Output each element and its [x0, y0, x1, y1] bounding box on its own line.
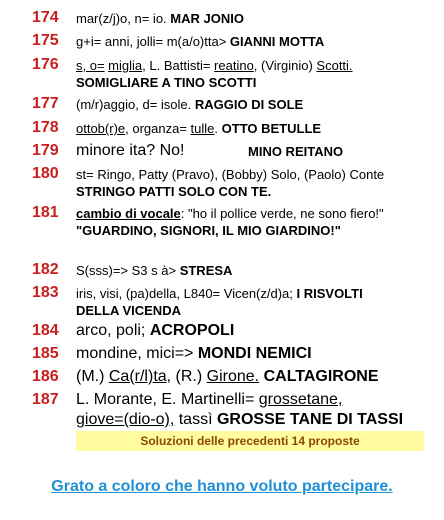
entry-text: minore ita? No!	[76, 142, 185, 159]
entry-number: 175	[32, 32, 59, 49]
entry-text: iris, visi, (pa)della, L840= Vicen(z/d)a; I RISVOLTI DELLA VICENDA	[76, 286, 363, 318]
entry-number: 181	[32, 204, 59, 221]
entry-text: S(sss)=> S3 s à> STRESA	[76, 263, 233, 278]
entry-number: 186	[32, 368, 59, 385]
entry-number: 174	[32, 9, 59, 26]
entry-number: 178	[32, 119, 59, 136]
solutions-note: Soluzioni delle precedenti 14 proposte	[76, 431, 424, 451]
entry-text: (m/r)aggio, d= isole. RAGGIO DI SOLE	[76, 97, 304, 112]
entry-text: s, o= miglia, L. Battisti= reatino, (Virginio) Scotti. SOMIGLIARE A TINO SCOTTI	[76, 58, 353, 90]
entry-text: (M.) Ca(r/l)ta, (R.) Girone. CALTAGIRONE	[76, 368, 379, 385]
entry-number: 176	[32, 56, 59, 73]
entry-text: arco, poli; ACROPOLI	[76, 322, 235, 339]
entry-number: 185	[32, 345, 59, 362]
entry-number: 182	[32, 261, 59, 278]
entry-number: 179	[32, 142, 59, 159]
entry-number: 184	[32, 322, 59, 339]
entry-text: L. Morante, E. Martinelli= grossetane, giove=(dio-o), tassì GROSSE TANE DI TASSI	[76, 391, 404, 428]
entry-number: 177	[32, 95, 59, 112]
entry-text: st= Ringo, Patty (Pravo), (Bobby) Solo, (Paolo) Conte STRINGO PATTI SOLO CON TE.	[76, 167, 385, 199]
thanks-link[interactable]: Grato a coloro che hanno voluto partecipare.	[51, 478, 393, 495]
entry-text: mar(z/j)o, n= io. MAR JONIO	[76, 11, 244, 26]
entry-text: ottob(r)e, organza= tulle. OTTO BETULLE	[76, 121, 322, 136]
entry-text: cambio di vocale: "ho il pollice verde, ne sono fiero!" "GUARDINO, SIGNORI, IL MIO GIARDINO!"	[76, 206, 384, 238]
entry-number: 180	[32, 165, 59, 182]
entry-number: 187	[32, 391, 59, 408]
entry-answer: MINO REITANO	[248, 144, 344, 159]
entry-number: 183	[32, 284, 59, 301]
entry-text: g+i= anni, jolli= m(a/o)tta> GIANNI MOTTA	[76, 34, 325, 49]
entry-text: mondine, mici=> MONDI NEMICI	[76, 345, 312, 362]
